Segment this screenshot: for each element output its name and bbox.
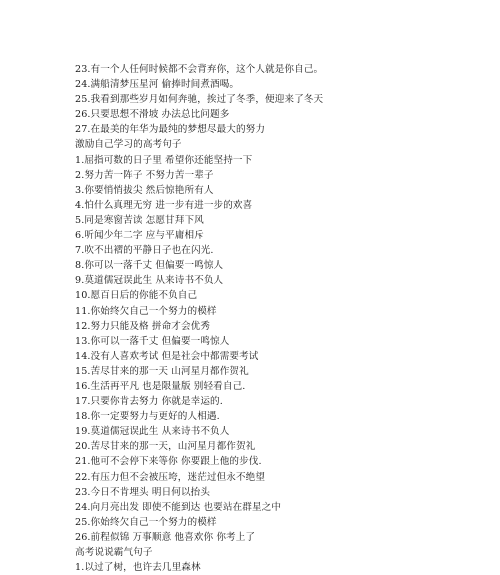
document-body (75, 62, 485, 575)
list-item: 8.你可以一落千丈 但偏要一鸣惊人 (75, 260, 224, 272)
list-item: 12.努力只能及格 拼命才会优秀 (75, 320, 211, 332)
list-item: 13.你可以一落千丈 但偏要一鸣惊人 (75, 335, 230, 347)
list-item: 21.他可不会停下来等你 你要跟上他的步伐. (75, 456, 262, 468)
list-item: 27.在最美的年华为最纯的梦想尽最大的努力 (75, 124, 266, 136)
list-item: 15.苦尽甘来的那一天 山河星月都作贺礼 (75, 365, 249, 377)
list-item: 6.听闻少年二字 应与平庸相斥 (75, 230, 204, 242)
list-item: 2.努力苦一阵子 不努力苦一辈子 (75, 169, 214, 181)
list-item: 9.莫道儒冠误此生 从来诗书不负人 (75, 275, 224, 287)
list-item: 11.你始终欠自己一个努力的模样 (75, 305, 217, 317)
list-item: 18.你一定要努力与更好的人相遇. (75, 411, 220, 423)
list-item: 1.以过了树，也许去几里森林 (75, 562, 201, 574)
list-item: 20.苦尽甘来的那一天，山河星月都作贺礼 (75, 441, 256, 453)
list-item: 1.屈指可数的日子里 希望你还能坚持一下 (75, 154, 253, 166)
list-item: 26.前程似锦 万事顺意 他喜欢你 你考上了 (75, 531, 256, 543)
list-item: 25.你始终欠自己一个努力的模样 (75, 516, 217, 528)
list-item: 17.只要你肯去努力 你就是幸运的. (75, 396, 223, 408)
list-item: 10.愿百日后的你能不负自己 (75, 290, 198, 302)
list-item: 16.生活再平凡 也是限量版 别轻看自己. (75, 380, 246, 392)
list-item: 7.吹不出褶的平静日子也在闪光. (75, 245, 214, 257)
list-item: 19.莫道儒冠误此生 从来诗书不负人 (75, 426, 230, 438)
list-item: 24.满船清梦压星河 偷捧时间煮酒喝。 (75, 79, 240, 91)
list-item: 4.怕什么真理无穷 进一步有进一步的欢喜 (75, 199, 253, 211)
list-item: 23.今日不肯埋头 明日何以抬头 (75, 486, 211, 498)
list-item: 22.有压力但不会被压垮，迷茫过但永不绝望 (75, 471, 266, 483)
list-item: 24.向月亮出发 即使不能到达 也要站在群星之中 (75, 501, 282, 513)
list-item: 25.我看到那些岁月如何奔驰，挨过了冬季，便迎来了冬天 (75, 94, 324, 106)
list-item: 23.有一个人任何时候都不会背弃你，这个人就是你自己。 (75, 64, 324, 75)
list-item: 14.没有人喜欢考试 但是社会中都需要考试 (75, 350, 259, 362)
list-item: 5.同是寒窗苦读 怎愿甘拜下风 (75, 214, 204, 226)
list-item: 26.只要思想不滑坡 办法总比问题多 (75, 109, 230, 121)
list-item: 3.你要悄悄拔尖 然后惊艳所有人 (75, 184, 214, 196)
section-heading: 激励自己学习的高考句子 (75, 139, 182, 151)
section-heading: 高考说说霸气句子 (75, 547, 153, 558)
